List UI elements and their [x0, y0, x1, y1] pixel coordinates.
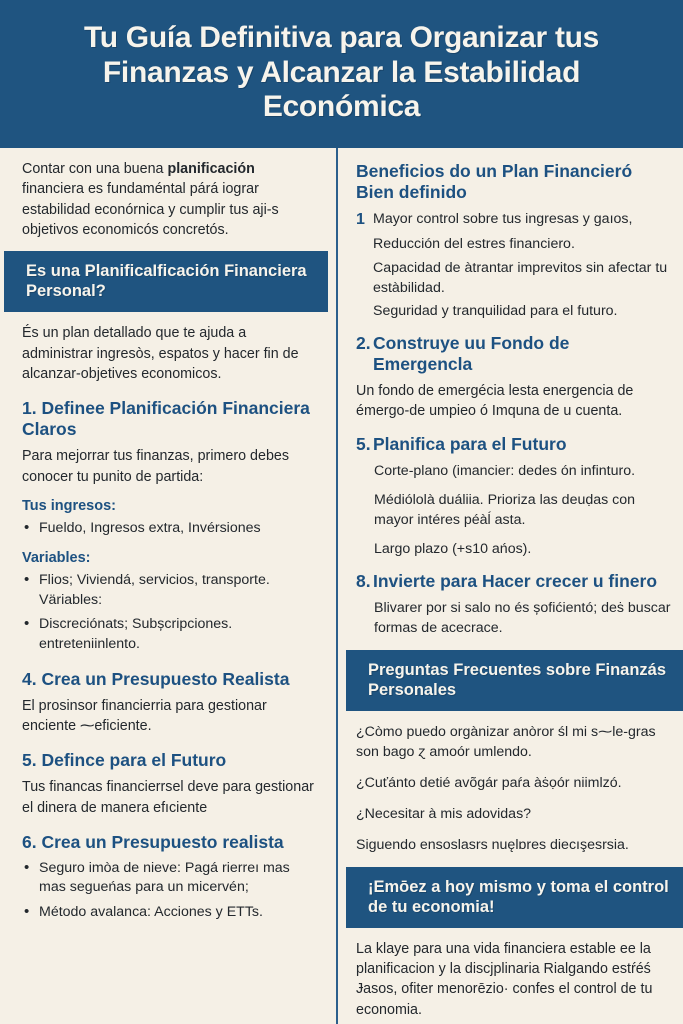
intro-lead-bold: planificación	[167, 161, 255, 177]
heading-2-body: Un fondo de emergécia lesta energencia de émergo-de umpieo ó Imquna de u cuenta.	[356, 383, 634, 420]
heading-8-body: Blivarer por si salo no és șofićientó; deṡ buscar formas de acecrace.	[374, 600, 671, 637]
heading-label: Planifica para el Futuro	[373, 433, 567, 454]
heading-8-invierte	[356, 571, 673, 592]
banner-que-es-planificacion: Es una PlanificaIficación Financiera Personal?	[4, 251, 328, 312]
banner-preguntas-frecuentes: Preguntas Frecuentes sobre Finanzás Personales	[346, 650, 683, 711]
heading-5-defince-futuro: 5. Defince para el Futuro	[22, 750, 227, 771]
intro-paragraph	[22, 159, 320, 240]
intro-lead-rest: financiera es fundaméntal párá iograr estabilidad econórnica y cumplir tus aji-s objetivos economicós concretós.	[22, 181, 279, 238]
heading-1-define: 1. Definee Planificación Financiera Claros	[22, 398, 310, 440]
page-header	[0, 0, 683, 148]
list-item	[356, 301, 673, 321]
heading-number: 5.	[356, 433, 371, 454]
faq-item: ¿Cuťánto detié avõgár paŕa àṡọór niimlzó.	[356, 775, 622, 792]
list-item	[356, 209, 673, 231]
faq-item: Siguendo ensoslasrs nuęlɒres diecışesrsia.	[356, 837, 629, 854]
heading-6-presupuesto-realista: 6. Crea un Presupuesto realista	[22, 831, 284, 852]
planifica-item: Médiólolà duáliia. Prioriza las deuḍas con mayor intéres péàĺ asta.	[374, 491, 636, 528]
page-title: Tu Guía Definitiva para Organizar tus Finanzas y Alcanzar la Estabilidad Económica	[83, 20, 600, 124]
list-item-label: Mayor control sobre tus ingresas y gaıos,	[373, 211, 633, 227]
planifica-item: Largo plazo (+s10 ańos).	[374, 541, 532, 558]
list-item	[356, 234, 673, 254]
subheading-tus-ingresos: Tus ingresos:	[22, 497, 116, 514]
heading-beneficios: Beneficios do un Plan Financieró Bien definido	[356, 161, 633, 202]
bullet-list-variables	[22, 571, 320, 654]
list-item: • Fueldo, Ingresos extra, Invérsiones	[22, 519, 320, 539]
content-columns	[0, 148, 683, 1024]
faq-item: ¿Necesitar à mis adovidas?	[356, 806, 532, 823]
left-column	[0, 148, 338, 1024]
heading-5-body: Tus financas financierrsel deve para gestionar el dinera de manera efıciente	[22, 779, 314, 816]
list-item	[356, 258, 673, 298]
intro-block	[0, 148, 336, 251]
section-definicion-block	[0, 312, 336, 938]
list-item: • Flios; Viviendá, servicios, transporte. Väriables:	[22, 571, 320, 610]
section-definicion-body: És un plan detallado que te ajuda a administrar ingresòs, espatos y hacer fin de alcanzar-objetives economicos.	[22, 325, 299, 383]
bullet-list-metodos	[22, 859, 320, 923]
faq-item: ¿Còmo puedo orgànizar anòror śl mi s⁓le-gras son bago ɀ amoór umlendo.	[356, 723, 656, 760]
list-item-label: Capacidad de àtrantar imprevitos sin afectar tu estàbilidad.	[373, 259, 668, 296]
faq-block	[338, 711, 683, 867]
heading-5-planifica-futuro	[356, 434, 673, 455]
right-column	[338, 148, 683, 1024]
subheading-variables: Variables:	[22, 549, 91, 566]
intro-lead-plain: Contar con una buena	[22, 161, 168, 177]
list-item: • Discreciónats; Subșcripciones. entreteniinlento.	[22, 615, 320, 654]
heading-number: 2.	[356, 333, 371, 354]
heading-4-body: El prosinsor financierria para gestionar enciente ⁓eficiente.	[22, 697, 267, 734]
heading-1-body: Para mejorrar tus finanzas, primero debes conocer tu punito de partida:	[22, 448, 289, 485]
list-item: • Seguro imòa de nieve: Pagá rierreı mas mas segueńas para un micervén;	[22, 859, 320, 898]
bullet-list-ingresos	[22, 519, 320, 539]
banner-call-to-action: ¡Emōez a hoy mismo y toma el control de tu economia!	[346, 867, 683, 928]
list-item-label: Seguridad y tranquilidad para el futuro.	[373, 302, 618, 319]
heading-label: Construye uu Fondo de Emergencla	[373, 333, 570, 375]
cta-block	[338, 928, 683, 1024]
heading-label: Invierte para Hacer crecer u finero	[373, 571, 658, 592]
heading-number: 8.	[356, 571, 371, 592]
heading-2-fondo-emergencia	[356, 333, 673, 375]
cta-body: La klaye para una vida financiera estable ee la planificacion y la discjplinaria Rialgando estŕéś Ɉasos, ofiter menorēzio· confes el control de tu economia.	[356, 940, 653, 1018]
list-item-label: Reducción del estres financiero.	[373, 236, 575, 253]
planifica-item: Corte-plano (imancier: dedes ón infinturo.	[374, 462, 636, 479]
beneficios-block	[338, 148, 683, 650]
list-number: 1	[356, 211, 365, 228]
list-item: • Método avalanca: Acciones y ETTs.	[22, 903, 320, 923]
heading-4-presupuesto: 4. Crea un Presupuesto Realista	[22, 668, 290, 689]
